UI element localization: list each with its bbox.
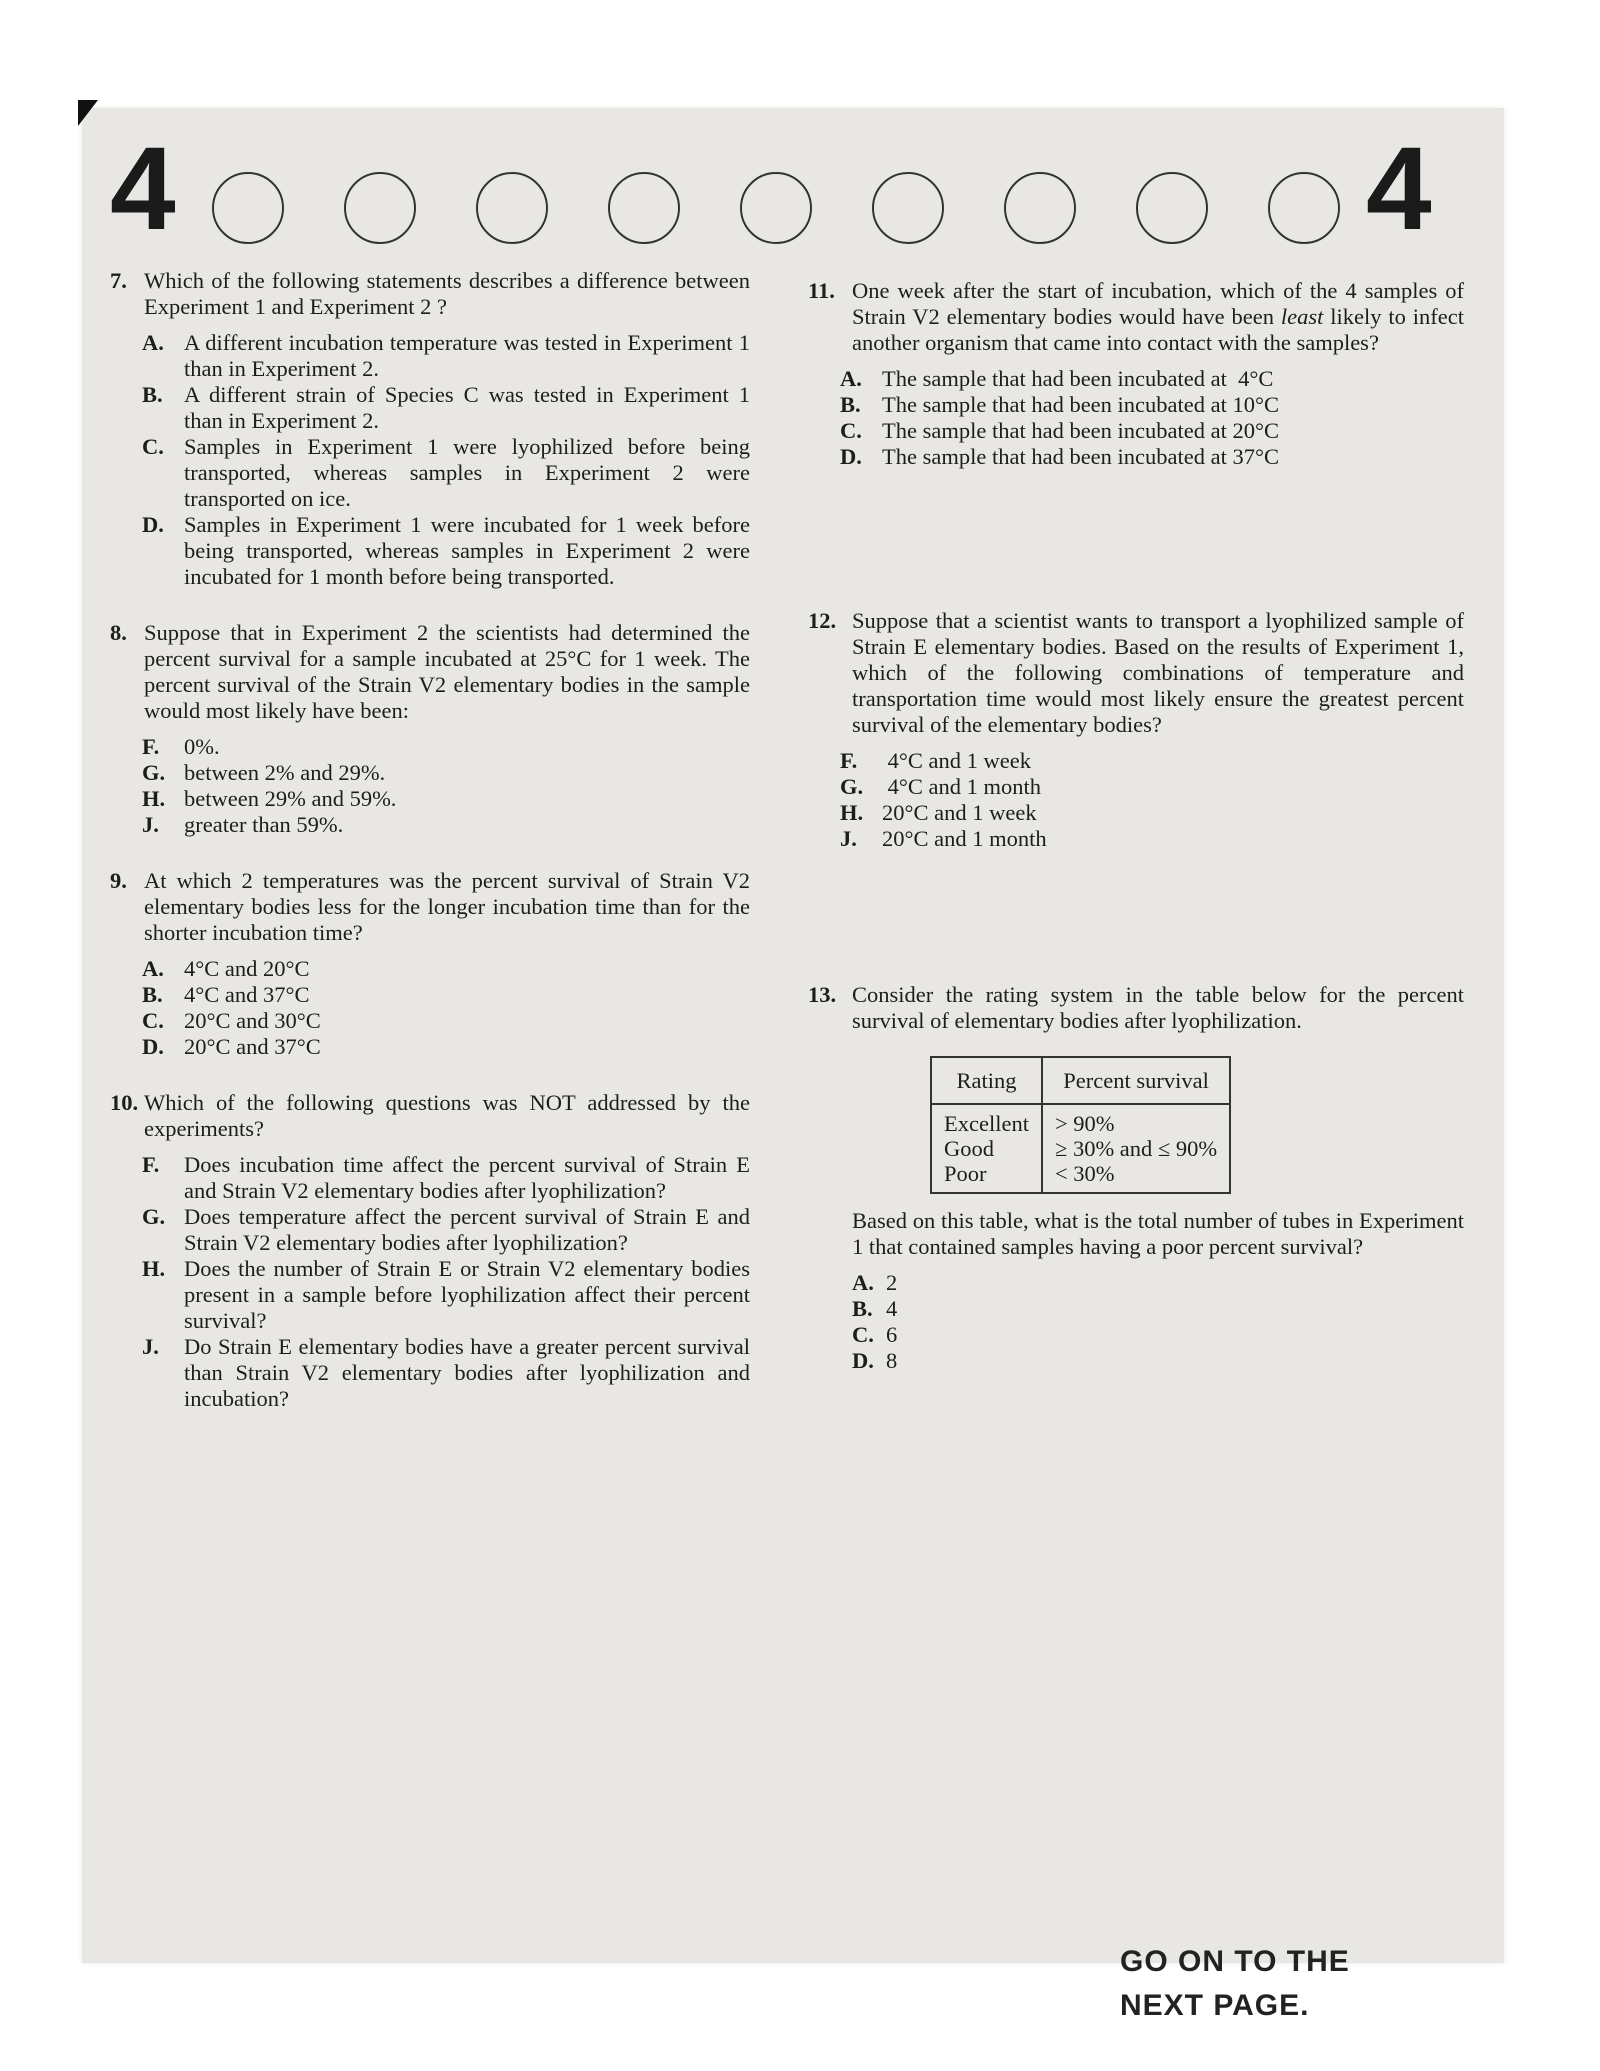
answer-option[interactable] bbox=[142, 956, 750, 982]
question-number: 9. bbox=[110, 868, 127, 893]
option-text: 4°C and 1 week bbox=[882, 748, 1031, 773]
answer-option[interactable] bbox=[840, 444, 1464, 470]
header-circle bbox=[608, 172, 680, 244]
option-text: A different strain of Species C was tested in Experiment 1 than in Experiment 2. bbox=[184, 382, 750, 433]
option-text: 0%. bbox=[184, 734, 220, 759]
stem-text: One week after the start of incubation, which of the 4 samples of Strain V2 elementary bodies would have been bbox=[852, 278, 1464, 329]
answer-options bbox=[840, 366, 1464, 470]
table-header: Rating bbox=[931, 1057, 1042, 1104]
question-8 bbox=[110, 620, 750, 838]
option-letter: H. bbox=[142, 786, 166, 811]
header-circle bbox=[344, 172, 416, 244]
option-text: 2 bbox=[886, 1270, 898, 1295]
question-10 bbox=[110, 1090, 750, 1412]
rating-value: Poor bbox=[944, 1161, 987, 1186]
answer-option[interactable] bbox=[142, 734, 750, 760]
option-text: greater than 59%. bbox=[184, 812, 344, 837]
answer-options bbox=[852, 1270, 1464, 1374]
answer-option[interactable] bbox=[142, 1204, 750, 1256]
answer-option[interactable] bbox=[142, 1152, 750, 1204]
question-9 bbox=[110, 868, 750, 1060]
right-column bbox=[808, 278, 1464, 1404]
table-header: Percent survival bbox=[1042, 1057, 1230, 1104]
option-text: 4°C and 20°C bbox=[184, 956, 310, 981]
survival-value: > 90% bbox=[1054, 1111, 1115, 1136]
left-column bbox=[110, 268, 750, 1442]
answer-option[interactable] bbox=[142, 1008, 750, 1034]
question-11 bbox=[808, 278, 1464, 470]
option-letter: A. bbox=[840, 366, 862, 391]
option-text: 20°C and 30°C bbox=[184, 1008, 321, 1033]
header-circle bbox=[1004, 172, 1076, 244]
rating-cell bbox=[931, 1104, 1042, 1193]
answer-option[interactable] bbox=[142, 512, 750, 590]
option-letter: C. bbox=[840, 418, 862, 443]
question-number: 12. bbox=[808, 608, 837, 633]
question-12 bbox=[808, 608, 1464, 852]
rating-table bbox=[930, 1056, 1231, 1194]
option-text: 4°C and 37°C bbox=[184, 982, 310, 1007]
option-letter: D. bbox=[142, 1034, 164, 1059]
question-number: 7. bbox=[110, 268, 127, 293]
answer-option[interactable] bbox=[840, 392, 1464, 418]
option-letter: J. bbox=[840, 826, 857, 851]
answer-option[interactable] bbox=[142, 1034, 750, 1060]
option-text: 4 bbox=[886, 1296, 898, 1321]
question-number: 10. bbox=[110, 1090, 139, 1115]
option-text: 20°C and 37°C bbox=[184, 1034, 321, 1059]
option-letter: G. bbox=[142, 760, 166, 785]
option-letter: H. bbox=[840, 800, 864, 825]
question-stem: Suppose that a scientist wants to transport a lyophilized sample of Strain E elementary bodies. Based on the results of Experiment 1, which of the following combinations of temperature and transportation time would most likely ensure the greatest percent survival of the elementary bodies? bbox=[852, 608, 1464, 737]
option-letter: F. bbox=[142, 1152, 160, 1177]
option-text: between 2% and 29%. bbox=[184, 760, 386, 785]
answer-option[interactable] bbox=[142, 982, 750, 1008]
option-letter: A. bbox=[852, 1270, 874, 1295]
option-text: The sample that had been incubated at 10°C bbox=[882, 392, 1279, 417]
option-letter: J. bbox=[142, 812, 159, 837]
rating-value: Excellent bbox=[944, 1111, 1029, 1136]
stem-emphasis: least bbox=[1280, 304, 1324, 329]
option-text: Samples in Experiment 1 were lyophilized before being transported, whereas samples in Experiment 2 were transported on ice. bbox=[184, 434, 750, 511]
option-text: 20°C and 1 month bbox=[882, 826, 1047, 851]
question-stem bbox=[852, 278, 1464, 356]
answer-options bbox=[142, 330, 750, 590]
question-stem: At which 2 temperatures was the percent survival of Strain V2 elementary bodies less for the longer incubation time than for the shorter incubation time? bbox=[144, 868, 750, 945]
option-text: Samples in Experiment 1 were incubated for 1 week before being transported, whereas samples in Experiment 2 were incubated for 1 month before being transported. bbox=[184, 512, 750, 589]
answer-option[interactable] bbox=[840, 418, 1464, 444]
answer-option[interactable] bbox=[852, 1348, 1464, 1374]
answer-options bbox=[142, 956, 750, 1060]
question-7 bbox=[110, 268, 750, 590]
footer-go-on: GO ON TO THE NEXT PAGE. bbox=[1120, 1945, 1350, 2022]
answer-option[interactable] bbox=[840, 366, 1464, 392]
survival-cell bbox=[1042, 1104, 1230, 1193]
answer-options bbox=[840, 748, 1464, 852]
option-text: Does temperature affect the percent survival of Strain E and Strain V2 elementary bodies after lyophilization? bbox=[184, 1204, 750, 1255]
question-followup: Based on this table, what is the total number of tubes in Experiment 1 that contained samples having a poor percent survival? bbox=[852, 1208, 1464, 1259]
answer-option[interactable] bbox=[142, 330, 750, 382]
question-stem: Consider the rating system in the table below for the percent survival of elementary bodies after lyophilization. bbox=[852, 982, 1464, 1033]
corner-mark bbox=[78, 100, 98, 126]
option-letter: C. bbox=[142, 1008, 164, 1033]
option-letter: D. bbox=[142, 512, 164, 537]
option-letter: J. bbox=[142, 1334, 159, 1359]
option-letter: C. bbox=[142, 434, 164, 459]
option-letter: A. bbox=[142, 956, 164, 981]
option-letter: F. bbox=[840, 748, 858, 773]
option-letter: B. bbox=[142, 382, 163, 407]
question-stem: Suppose that in Experiment 2 the scientists had determined the percent survival for a sample incubated at 25°C for 1 week. The percent survival of the Strain V2 elementary bodies in the sample would most likely have been: bbox=[144, 620, 750, 723]
option-text: Does incubation time affect the percent survival of Strain E and Strain V2 elementary bodies after lyophilization? bbox=[184, 1152, 750, 1203]
option-letter: G. bbox=[142, 1204, 166, 1229]
header-circle bbox=[1268, 172, 1340, 244]
question-stem: Which of the following statements describes a difference between Experiment 1 and Experiment 2 ? bbox=[144, 268, 750, 319]
question-number: 8. bbox=[110, 620, 127, 645]
answer-option[interactable] bbox=[142, 1334, 750, 1412]
answer-option[interactable] bbox=[840, 800, 1464, 826]
answer-options bbox=[142, 1152, 750, 1412]
answer-option[interactable] bbox=[142, 812, 750, 838]
option-text: Does the number of Strain E or Strain V2 elementary bodies present in a sample before lyophilization affect their percent survival? bbox=[184, 1256, 750, 1333]
survival-value: ≥ 30% and ≤ 90% bbox=[1054, 1136, 1218, 1161]
rating-value: Good bbox=[944, 1136, 994, 1161]
option-letter: B. bbox=[852, 1296, 873, 1321]
answer-option[interactable] bbox=[142, 1256, 750, 1334]
question-13 bbox=[808, 982, 1464, 1374]
option-text: 20°C and 1 week bbox=[882, 800, 1037, 825]
option-letter: D. bbox=[852, 1348, 874, 1373]
option-text: The sample that had been incubated at 20°C bbox=[882, 418, 1279, 443]
option-text: 8 bbox=[886, 1348, 898, 1373]
header-circle bbox=[1136, 172, 1208, 244]
answer-option[interactable] bbox=[142, 760, 750, 786]
option-text: between 29% and 59%. bbox=[184, 786, 397, 811]
option-letter: F. bbox=[142, 734, 160, 759]
question-number: 11. bbox=[808, 278, 835, 303]
option-letter: B. bbox=[142, 982, 163, 1007]
answer-option[interactable] bbox=[852, 1322, 1464, 1348]
option-text: The sample that had been incubated at 4°C bbox=[882, 366, 1274, 391]
option-letter: B. bbox=[840, 392, 861, 417]
option-text: 4°C and 1 month bbox=[882, 774, 1041, 799]
option-letter: G. bbox=[840, 774, 864, 799]
answer-option[interactable] bbox=[142, 434, 750, 512]
question-number: 13. bbox=[808, 982, 837, 1007]
option-text: 6 bbox=[886, 1322, 898, 1347]
section-number-right: 4 bbox=[1366, 123, 1432, 255]
answer-option[interactable] bbox=[852, 1296, 1464, 1322]
option-letter: A. bbox=[142, 330, 164, 355]
header-circle bbox=[212, 172, 284, 244]
answer-option[interactable] bbox=[142, 382, 750, 434]
option-letter: H. bbox=[142, 1256, 166, 1281]
option-text: Do Strain E elementary bodies have a greater percent survival than Strain V2 elementary bodies after lyophilization and incubation? bbox=[184, 1334, 750, 1411]
answer-option[interactable] bbox=[840, 774, 1464, 800]
header-circle bbox=[740, 172, 812, 244]
answer-options bbox=[142, 734, 750, 838]
header-circle bbox=[476, 172, 548, 244]
header-circle bbox=[872, 172, 944, 244]
option-letter: C. bbox=[852, 1322, 874, 1347]
option-text: The sample that had been incubated at 37°C bbox=[882, 444, 1279, 469]
option-text: A different incubation temperature was tested in Experiment 1 than in Experiment 2. bbox=[184, 330, 750, 381]
question-stem: Which of the following questions was NOT addressed by the experiments? bbox=[144, 1090, 750, 1141]
answer-option[interactable] bbox=[840, 826, 1464, 852]
stem-text: likely to infect another organism that came into contact with the samples? bbox=[852, 304, 1464, 355]
answer-option[interactable] bbox=[142, 786, 750, 812]
survival-value: < 30% bbox=[1054, 1161, 1115, 1186]
answer-option[interactable] bbox=[852, 1270, 1464, 1296]
section-number-left: 4 bbox=[110, 123, 176, 255]
option-letter: D. bbox=[840, 444, 862, 469]
answer-option[interactable] bbox=[840, 748, 1464, 774]
